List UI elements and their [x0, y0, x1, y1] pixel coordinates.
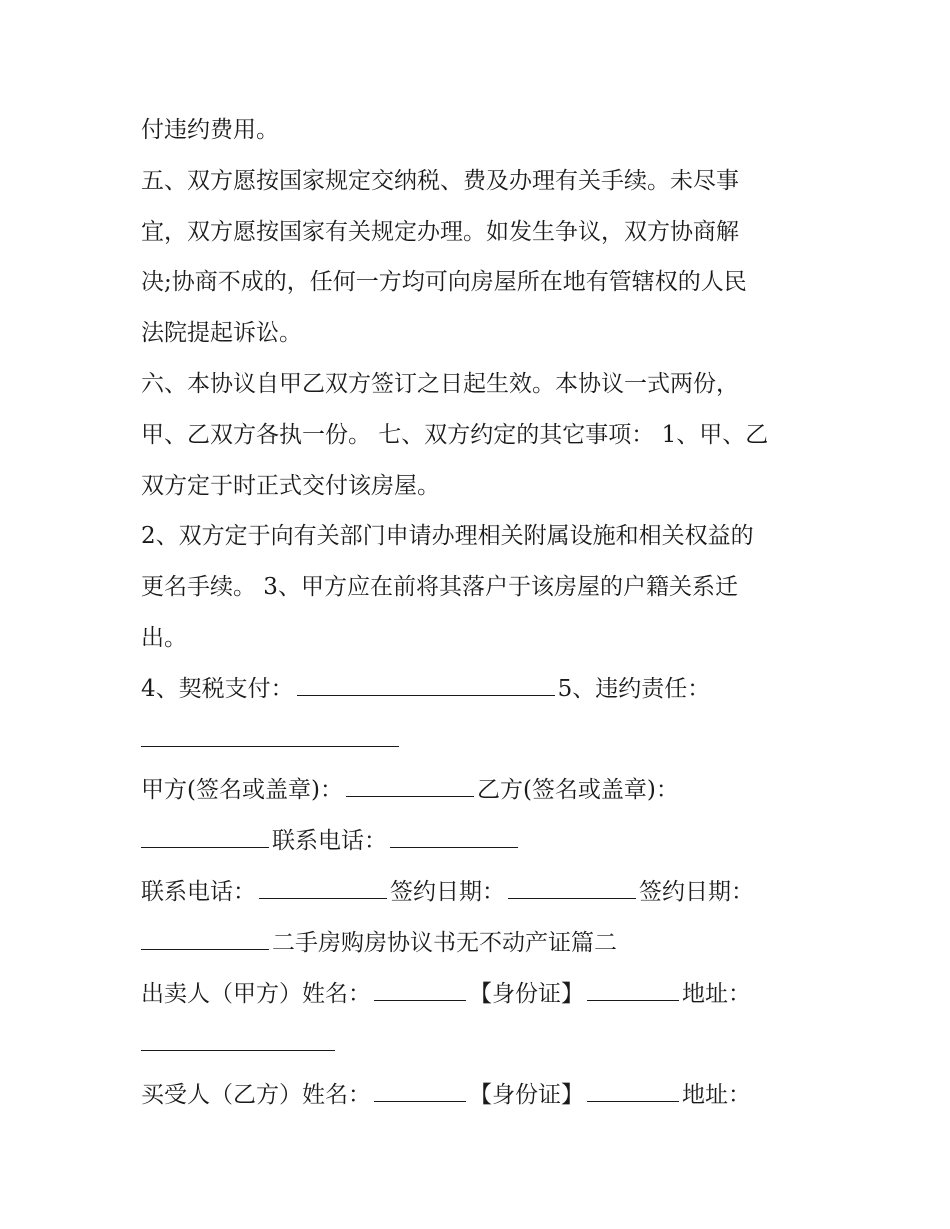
party-b-sign-blank	[141, 823, 269, 848]
text-line: 宜，双方愿按国家有关规定办理。如发生争议，双方协商解	[141, 218, 739, 245]
buyer-label: 买受人（乙方）姓名：	[141, 1082, 371, 1109]
text-line: 双方定于时正式交付该房屋。	[141, 472, 440, 499]
seller-id-label: 【身份证】	[469, 980, 584, 1007]
seller-address-line	[141, 1019, 821, 1070]
breach-label: 5、违约责任：	[557, 675, 711, 702]
seller-name-blank	[374, 975, 466, 1000]
phone-label: 联系电话：	[272, 828, 387, 855]
document-body	[141, 105, 821, 1121]
tax-label: 4、契税支付：	[141, 675, 294, 702]
party-b-sign-label: 乙方(签名或盖章)：	[476, 777, 679, 804]
text-line: 五、双方愿按国家规定交纳税、费及办理有关手续。未尽事	[141, 167, 739, 194]
phone-blank	[259, 874, 387, 899]
buyer-id-label: 【身份证】	[469, 1082, 584, 1109]
seller-address-blank	[141, 1026, 335, 1051]
buyer-line	[141, 1070, 821, 1121]
buyer-address-label: 地址：	[682, 1082, 751, 1109]
breach-blank-line	[141, 715, 821, 766]
seller-label: 出卖人（甲方）姓名：	[141, 980, 371, 1007]
sign-date-blank	[141, 925, 269, 950]
seller-address-label: 地址：	[682, 980, 751, 1007]
phone-date-line	[141, 867, 821, 918]
signature-line	[141, 765, 821, 816]
breach-blank	[141, 721, 399, 746]
buyer-id-blank	[587, 1077, 679, 1102]
party-a-sign-label: 甲方(签名或盖章)：	[141, 777, 343, 804]
tax-breach-line	[141, 664, 821, 715]
phone-label: 联系电话：	[141, 878, 256, 905]
tax-blank	[297, 671, 555, 696]
text-line: 出。	[141, 624, 187, 651]
seller-id-blank	[587, 975, 679, 1000]
section-title: 二手房购房协议书无不动产证篇二	[272, 929, 617, 956]
text-line: 法院提起诉讼。	[141, 320, 302, 347]
text-line: 决;协商不成的，任何一方均可向房屋所在地有管辖权的人民	[141, 269, 747, 296]
phone-blank	[390, 823, 518, 848]
section-title-line	[141, 918, 821, 969]
phone-line	[141, 816, 821, 867]
party-a-sign-blank	[346, 772, 474, 797]
text-line: 2、双方定于向有关部门申请办理相关附属设施和相关权益的	[141, 523, 754, 550]
seller-line	[141, 969, 821, 1020]
sign-date-label: 签约日期：	[390, 878, 505, 905]
sign-date-blank	[508, 874, 636, 899]
buyer-name-blank	[374, 1077, 466, 1102]
text-line: 付违约费用。	[141, 117, 279, 143]
text-line: 更名手续。 3、甲方应在前将其落户于该房屋的户籍关系迁	[141, 574, 738, 601]
text-line: 甲、乙双方各执一份。 七、双方约定的其它事项： 1、甲、乙	[141, 421, 769, 448]
sign-date-label: 签约日期：	[639, 878, 754, 905]
text-line: 六、本协议自甲乙双方签订之日起生效。本协议一式两份，	[141, 370, 739, 397]
